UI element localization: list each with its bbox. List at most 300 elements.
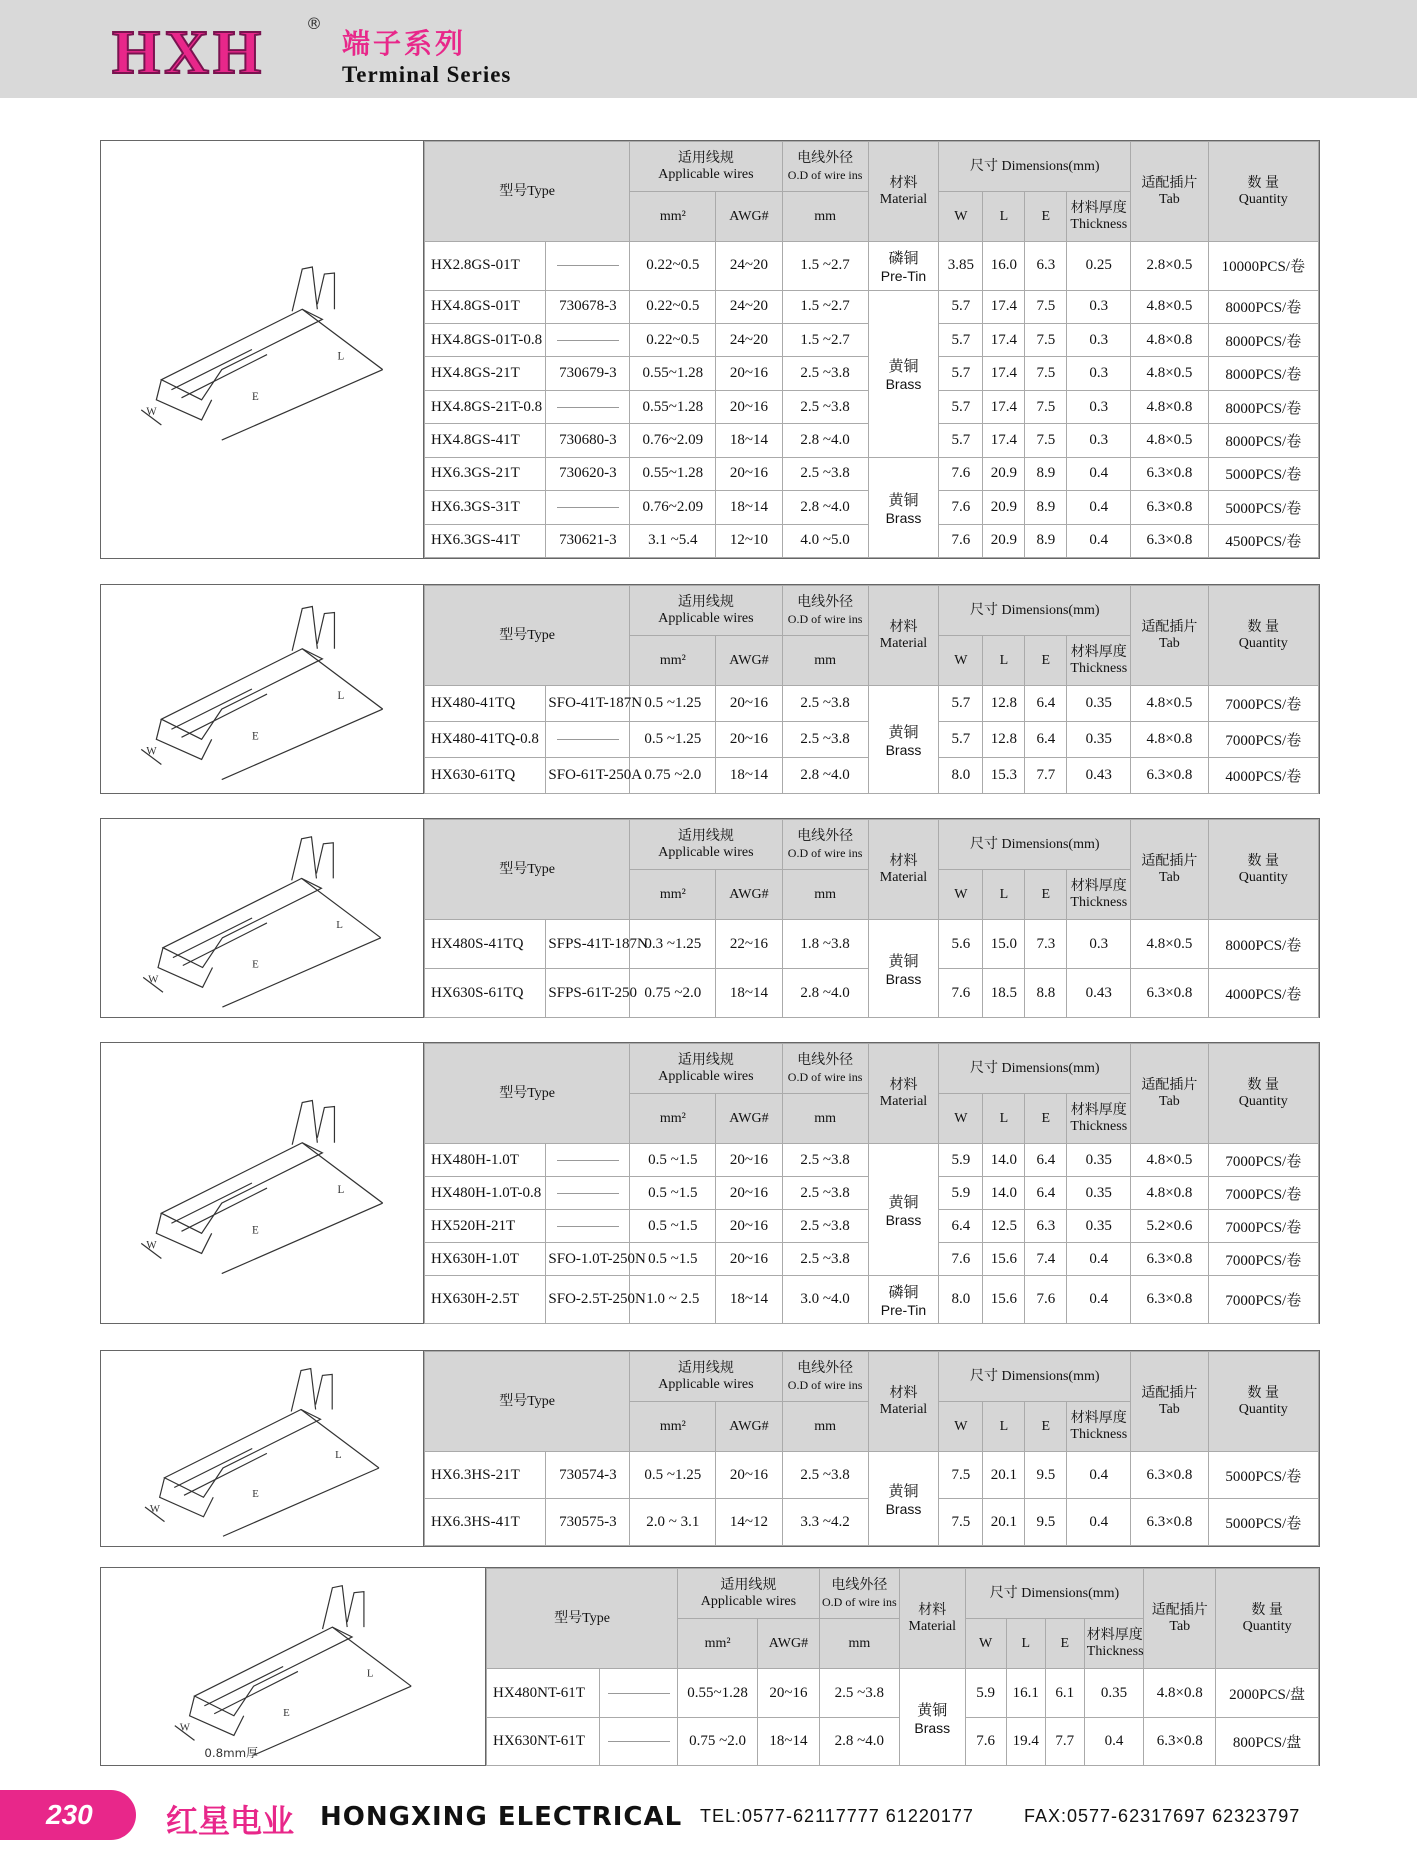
cell-mm2: 0.5 ~1.5 [630, 1144, 716, 1177]
cell-quantity: 8000PCS/卷 [1208, 357, 1318, 390]
col-mm: mm [782, 1402, 868, 1452]
cell-part-no [546, 491, 630, 524]
col-awg: AWG# [716, 870, 782, 920]
cell-part-no [546, 1177, 630, 1210]
thickness-note: 0.8mm厚 [204, 1746, 258, 1761]
col-quantity [1208, 586, 1318, 686]
cell-tab: 6.3×0.8 [1131, 1276, 1208, 1324]
cell-part-no [546, 390, 630, 423]
cell-mm2: 0.5 ~1.5 [630, 1210, 716, 1243]
cell-e: 7.5 [1025, 357, 1067, 390]
cell-quantity: 4000PCS/卷 [1208, 758, 1318, 794]
cell-e: 8.9 [1025, 457, 1067, 490]
terminal-drawing [101, 819, 423, 1017]
cell-thickness: 0.4 [1067, 1243, 1131, 1276]
cell-l: 20.9 [983, 491, 1025, 524]
col-quantity [1208, 1044, 1318, 1144]
cell-od: 2.8 ~4.0 [819, 1718, 899, 1766]
cell-l: 16.0 [983, 242, 1025, 291]
cell-material [868, 290, 939, 457]
registered-mark: ® [306, 14, 322, 33]
cell-e: 6.3 [1025, 242, 1067, 291]
material-cn: 磷铜 [888, 251, 919, 268]
cell-l: 12.8 [983, 722, 1025, 758]
cell-material [868, 1144, 939, 1276]
col-tab-cn: 适配插片 [1141, 619, 1198, 635]
cell-material [868, 242, 939, 291]
col-wires-cn: 适用线规 [677, 150, 734, 166]
col-mm: mm [782, 636, 868, 686]
cell-tab: 6.3×0.8 [1131, 969, 1208, 1018]
col-e: E [1025, 636, 1067, 686]
material-cn: 黄铜 [888, 954, 919, 970]
col-thickness-en: Thickness [1070, 1118, 1128, 1134]
cell-part-no [546, 324, 630, 357]
cell-mm2: 0.5 ~1.5 [630, 1177, 716, 1210]
product-image [101, 819, 424, 1017]
blank-line [557, 1193, 619, 1194]
col-quantity-en: Quantity [1242, 1618, 1292, 1634]
col-wires-cn: 适用线规 [677, 1052, 734, 1068]
cell-quantity: 8000PCS/卷 [1208, 390, 1318, 423]
col-od-cn: 电线外径 [797, 150, 854, 166]
cell-thickness: 0.4 [1084, 1718, 1144, 1766]
cell-l: 20.1 [983, 1452, 1025, 1499]
material-cn: 黄铜 [888, 492, 919, 509]
product-image [101, 141, 424, 558]
col-w: W [965, 1619, 1006, 1669]
cell-part-no: SFO-41T-187N [546, 686, 630, 722]
cell-thickness: 0.3 [1067, 424, 1131, 457]
cell-quantity: 4500PCS/卷 [1208, 524, 1318, 557]
col-material-cn: 材料 [889, 619, 918, 635]
cell-l: 15.3 [983, 758, 1025, 794]
col-material-cn: 材料 [918, 1602, 947, 1618]
col-w: W [939, 1402, 983, 1452]
cell-l: 17.4 [983, 290, 1025, 323]
cell-awg: 18~14 [716, 424, 782, 457]
table-row [425, 457, 1319, 490]
cell-e: 6.1 [1045, 1669, 1084, 1718]
col-tab-cn: 适配插片 [1151, 1602, 1208, 1618]
cell-awg: 18~14 [716, 969, 782, 1018]
cell-tab: 4.8×0.8 [1131, 324, 1208, 357]
col-e: E [1025, 1402, 1067, 1452]
cell-mm2: 0.75 ~2.0 [630, 758, 716, 794]
blank-line [557, 507, 619, 508]
col-od-cn: 电线外径 [797, 828, 854, 844]
cell-model: HX630S-61TQ [425, 969, 546, 1018]
dimension-label-w: W [146, 405, 157, 418]
cell-mm2: 0.76~2.09 [630, 424, 716, 457]
col-l: L [983, 870, 1025, 920]
cell-thickness: 0.43 [1067, 969, 1131, 1018]
cell-part-no: SFPS-41T-187N [546, 920, 630, 969]
cell-thickness: 0.35 [1067, 1210, 1131, 1243]
cell-part-no [546, 722, 630, 758]
col-quantity-cn: 数 量 [1247, 619, 1280, 635]
cell-material [868, 686, 939, 794]
cell-material [868, 1452, 939, 1546]
cell-mm2: 3.1 ~5.4 [630, 524, 716, 557]
col-od-en: O.D of wire ins [787, 167, 863, 182]
cell-tab: 6.3×0.8 [1131, 457, 1208, 490]
cell-tab: 5.2×0.6 [1131, 1210, 1208, 1243]
cell-e: 7.7 [1025, 758, 1067, 794]
cell-l: 15.6 [983, 1243, 1025, 1276]
cell-awg: 20~16 [716, 1210, 782, 1243]
cell-quantity: 7000PCS/卷 [1208, 722, 1318, 758]
blank-line [557, 340, 619, 341]
col-mm: mm [819, 1619, 899, 1669]
col-material [868, 820, 939, 920]
cell-thickness: 0.35 [1067, 1177, 1131, 1210]
product-image [101, 1568, 486, 1765]
cell-l: 17.4 [983, 390, 1025, 423]
cell-l: 19.4 [1006, 1718, 1045, 1766]
cell-model: HX630H-2.5T [425, 1276, 546, 1324]
dimension-label-l: L [337, 690, 345, 703]
cell-mm2: 0.55~1.28 [678, 1669, 758, 1718]
col-quantity [1208, 820, 1318, 920]
terminal-outline-2 [292, 837, 317, 881]
cell-e: 6.4 [1025, 722, 1067, 758]
cell-model: HX480-41TQ [425, 686, 546, 722]
col-thickness-en: Thickness [1070, 1426, 1128, 1442]
col-thickness-en: Thickness [1086, 1643, 1144, 1659]
cell-model: HX480H-1.0T [425, 1144, 546, 1177]
col-mm2: mm² [630, 1402, 716, 1452]
cell-od: 1.5 ~2.7 [782, 242, 868, 291]
col-w: W [939, 192, 983, 242]
cell-thickness: 0.4 [1067, 1452, 1131, 1499]
cell-od: 2.8 ~4.0 [782, 758, 868, 794]
blank-line [557, 1160, 619, 1161]
cell-w: 7.6 [939, 969, 983, 1018]
brand-logo: HXH [112, 19, 266, 87]
terminal-drawing [101, 1568, 485, 1765]
cell-thickness: 0.4 [1067, 491, 1131, 524]
material-en: Brass [885, 1501, 922, 1517]
col-thickness-cn: 材料厚度 [1070, 200, 1127, 216]
cell-thickness: 0.4 [1067, 524, 1131, 557]
terminal-outline-3 [316, 1374, 333, 1409]
material-cn: 黄铜 [917, 1702, 948, 1719]
col-od-en: O.D of wire ins [787, 1377, 863, 1392]
material-en: Brass [885, 971, 922, 987]
cell-tab: 4.8×0.5 [1131, 357, 1208, 390]
col-mm2: mm² [630, 1094, 716, 1144]
col-quantity-en: Quantity [1238, 191, 1288, 207]
col-tab-cn: 适配插片 [1141, 1385, 1198, 1401]
cell-od: 2.5 ~3.8 [782, 1452, 868, 1499]
material-en: Brass [885, 376, 922, 393]
terminal-outline-3 [316, 843, 333, 879]
col-awg: AWG# [716, 1402, 782, 1452]
col-wires-en: Applicable wires [658, 610, 754, 626]
spec-table [424, 819, 1319, 1018]
cell-thickness: 0.4 [1067, 1276, 1131, 1324]
cell-awg: 14~12 [716, 1499, 782, 1546]
cell-mm2: 1.0 ~ 2.5 [630, 1276, 716, 1324]
cell-e: 7.5 [1025, 290, 1067, 323]
terminal-drawing [101, 1351, 423, 1546]
col-dimensions: 尺寸 Dimensions(mm) [939, 586, 1131, 636]
dimension-label-w: W [179, 1721, 190, 1734]
material-en: Brass [885, 742, 922, 758]
col-wires [630, 820, 782, 870]
blank-line [557, 739, 619, 740]
col-thickness [1067, 870, 1131, 920]
cell-od: 2.5 ~3.8 [782, 1177, 868, 1210]
dimension-label-l: L [337, 350, 345, 363]
cell-thickness: 0.43 [1067, 758, 1131, 794]
col-thickness [1067, 192, 1131, 242]
cell-mm2: 0.75 ~2.0 [678, 1718, 758, 1766]
cell-thickness: 0.4 [1067, 457, 1131, 490]
cell-w: 5.6 [939, 920, 983, 969]
dimension-label-w: W [149, 1502, 160, 1515]
product-image [101, 1351, 424, 1546]
col-tab [1131, 142, 1208, 242]
cell-od: 2.5 ~3.8 [782, 457, 868, 490]
col-wires-en: Applicable wires [658, 166, 754, 182]
table-row [425, 290, 1319, 323]
cell-w: 6.4 [939, 1210, 983, 1243]
col-quantity-cn: 数 量 [1247, 1385, 1280, 1401]
cell-tab: 4.8×0.5 [1131, 424, 1208, 457]
cell-part-no: 730575-3 [546, 1499, 630, 1546]
cell-mm2: 0.5 ~1.5 [630, 1243, 716, 1276]
cell-w: 5.7 [939, 390, 983, 423]
cell-e: 9.5 [1025, 1499, 1067, 1546]
cell-od: 2.5 ~3.8 [782, 686, 868, 722]
cell-awg: 18~14 [758, 1718, 820, 1766]
cell-od: 3.3 ~4.2 [782, 1499, 868, 1546]
table-row [425, 1452, 1319, 1499]
cell-od: 2.5 ~3.8 [782, 390, 868, 423]
spec-table [424, 1351, 1319, 1546]
material-en: Brass [885, 1212, 922, 1228]
col-material-en: Material [879, 635, 928, 651]
cell-model: HX4.8GS-01T-0.8 [425, 324, 546, 357]
cell-part-no: 730679-3 [546, 357, 630, 390]
cell-tab: 6.3×0.8 [1131, 1499, 1208, 1546]
product-block-4 [100, 1042, 1320, 1324]
cell-tab: 6.3×0.8 [1131, 1243, 1208, 1276]
col-wires [630, 1352, 782, 1402]
blank-line [557, 1226, 619, 1227]
cell-od: 2.5 ~3.8 [782, 357, 868, 390]
col-thickness-cn: 材料厚度 [1070, 644, 1127, 660]
dimension-label-l: L [336, 918, 343, 931]
cell-model: HX6.3GS-21T [425, 457, 546, 490]
cell-quantity: 8000PCS/卷 [1208, 290, 1318, 323]
cell-part-no: SFO-1.0T-250N [546, 1243, 630, 1276]
cell-mm2: 0.76~2.09 [630, 491, 716, 524]
col-quantity [1208, 142, 1318, 242]
col-tab-en: Tab [1159, 635, 1180, 651]
col-material [868, 1044, 939, 1144]
cell-l: 20.9 [983, 524, 1025, 557]
cell-od: 2.5 ~3.8 [782, 1243, 868, 1276]
cell-od: 1.5 ~2.7 [782, 290, 868, 323]
cell-quantity: 7000PCS/卷 [1208, 686, 1318, 722]
col-material [868, 586, 939, 686]
cell-model: HX6.3GS-41T [425, 524, 546, 557]
cell-l: 12.5 [983, 1210, 1025, 1243]
cell-tab: 6.3×0.8 [1131, 524, 1208, 557]
col-dimensions: 尺寸 Dimensions(mm) [939, 1352, 1131, 1402]
cell-tab: 4.8×0.8 [1131, 390, 1208, 423]
cell-part-no: 730680-3 [546, 424, 630, 457]
cell-part-no [546, 1210, 630, 1243]
cell-tab: 4.8×0.5 [1131, 1144, 1208, 1177]
cell-part-no [546, 242, 630, 291]
cell-awg: 20~16 [716, 722, 782, 758]
col-l: L [983, 192, 1025, 242]
cell-w: 8.0 [939, 1276, 983, 1324]
col-wires-cn: 适用线规 [677, 828, 734, 844]
col-od-en: O.D of wire ins [822, 1594, 897, 1609]
col-thickness-en: Thickness [1070, 894, 1128, 910]
spec-table [424, 585, 1319, 794]
col-dimensions: 尺寸 Dimensions(mm) [939, 142, 1131, 192]
cell-w: 5.7 [939, 722, 983, 758]
cell-e: 7.7 [1045, 1718, 1084, 1766]
dimension-label-e: E [252, 958, 259, 971]
cell-part-no: 730620-3 [546, 457, 630, 490]
cell-mm2: 0.55~1.28 [630, 357, 716, 390]
col-tab-en: Tab [1159, 1093, 1180, 1109]
cell-od: 1.5 ~2.7 [782, 324, 868, 357]
cell-thickness: 0.35 [1067, 1144, 1131, 1177]
cell-awg: 20~16 [716, 390, 782, 423]
cell-l: 18.5 [983, 969, 1025, 1018]
col-quantity-cn: 数 量 [1247, 175, 1280, 191]
col-type: 型号Type [425, 820, 630, 920]
col-l: L [983, 1094, 1025, 1144]
col-tab-cn: 适配插片 [1141, 853, 1198, 869]
cell-model: HX6.3GS-31T [425, 491, 546, 524]
cell-model: HX480H-1.0T-0.8 [425, 1177, 546, 1210]
col-wires-cn: 适用线规 [720, 1577, 777, 1593]
cell-l: 17.4 [983, 324, 1025, 357]
cell-tab: 6.3×0.8 [1144, 1718, 1216, 1766]
cell-awg: 18~14 [716, 758, 782, 794]
col-wires [630, 586, 782, 636]
table-row [425, 920, 1319, 969]
cell-w: 5.9 [965, 1669, 1006, 1718]
cell-e: 7.4 [1025, 1243, 1067, 1276]
cell-awg: 12~10 [716, 524, 782, 557]
cell-model: HX630-61TQ [425, 758, 546, 794]
terminal-outline-2 [291, 1369, 315, 1412]
col-wires-en: Applicable wires [700, 1593, 797, 1609]
col-tab [1131, 586, 1208, 686]
table-row [425, 242, 1319, 291]
cell-l: 17.4 [983, 357, 1025, 390]
product-block-3 [100, 818, 1320, 1018]
col-material-en: Material [879, 191, 928, 207]
cell-model: HX480-41TQ-0.8 [425, 722, 546, 758]
col-thickness-cn: 材料厚度 [1070, 1102, 1127, 1118]
col-l: L [983, 1402, 1025, 1452]
terminal-outline-3 [347, 1592, 364, 1627]
col-tab-en: Tab [1169, 1618, 1191, 1634]
cell-part-no [599, 1718, 677, 1766]
col-mm2: mm² [630, 192, 716, 242]
col-material [899, 1569, 965, 1669]
col-dimensions: 尺寸 Dimensions(mm) [939, 820, 1131, 870]
cell-e: 7.5 [1025, 390, 1067, 423]
cell-part-no: 730678-3 [546, 290, 630, 323]
cell-w: 7.6 [965, 1718, 1006, 1766]
cell-thickness: 0.4 [1067, 1499, 1131, 1546]
cell-material [868, 457, 939, 557]
cell-part-no: SFO-2.5T-250N [546, 1276, 630, 1324]
dimension-label-l: L [335, 1449, 342, 1462]
cell-quantity: 5000PCS/卷 [1208, 1452, 1318, 1499]
col-od [782, 142, 868, 192]
cell-w: 5.9 [939, 1177, 983, 1210]
col-e: E [1025, 870, 1067, 920]
cell-thickness: 0.3 [1067, 920, 1131, 969]
terminal-drawing [101, 585, 423, 793]
cell-w: 5.7 [939, 686, 983, 722]
cell-w: 7.6 [939, 1243, 983, 1276]
col-quantity-en: Quantity [1238, 635, 1288, 651]
material-cn: 黄铜 [888, 725, 919, 741]
cell-thickness: 0.3 [1067, 290, 1131, 323]
cell-e: 7.5 [1025, 324, 1067, 357]
col-quantity-cn: 数 量 [1247, 1077, 1280, 1093]
dimension-label-l: L [337, 1184, 345, 1197]
cell-w: 5.9 [939, 1144, 983, 1177]
cell-mm2: 0.5 ~1.25 [630, 722, 716, 758]
cell-od: 2.5 ~3.8 [782, 722, 868, 758]
col-tab [1144, 1569, 1216, 1669]
col-od [782, 1044, 868, 1094]
terminal-outline-4 [156, 380, 211, 420]
col-wires [630, 1044, 782, 1094]
cell-awg: 20~16 [758, 1669, 820, 1718]
col-quantity-cn: 数 量 [1247, 853, 1280, 869]
cell-part-no [546, 1144, 630, 1177]
terminal-outline-2 [292, 267, 317, 311]
cell-od: 2.8 ~4.0 [782, 969, 868, 1018]
col-wires-en: Applicable wires [658, 1068, 754, 1084]
col-tab [1131, 820, 1208, 920]
col-quantity [1216, 1569, 1319, 1669]
cell-quantity: 8000PCS/卷 [1208, 324, 1318, 357]
cell-l: 20.1 [983, 1499, 1025, 1546]
cell-thickness: 0.3 [1067, 390, 1131, 423]
cell-quantity: 7000PCS/卷 [1208, 1177, 1318, 1210]
product-image [101, 1043, 424, 1323]
terminal-outline-3 [317, 1107, 334, 1143]
cell-e: 6.4 [1025, 686, 1067, 722]
col-tab-en: Tab [1159, 191, 1180, 207]
col-thickness [1067, 1402, 1131, 1452]
cell-e: 6.4 [1025, 1144, 1067, 1177]
cell-tab: 6.3×0.8 [1131, 1452, 1208, 1499]
series-title-en: Terminal Series [342, 62, 512, 87]
col-od [782, 586, 868, 636]
material-cn: 黄铜 [888, 1484, 919, 1500]
terminal-outline-3 [317, 613, 334, 649]
col-e: E [1025, 1094, 1067, 1144]
